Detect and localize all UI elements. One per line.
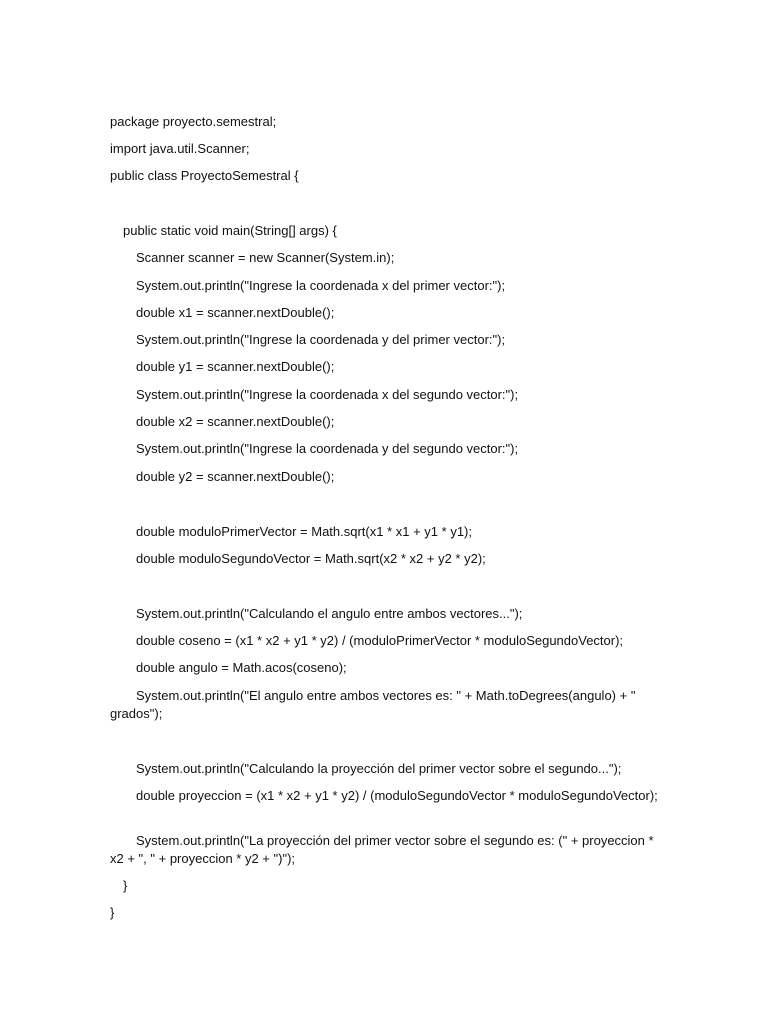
- code-line-read-y1: double y1 = scanner.nextDouble();: [136, 359, 335, 374]
- code-line-close-method: }: [123, 878, 128, 893]
- code-line-package: package proyecto.semestral;: [110, 114, 277, 129]
- code-line-print-proyeccion: System.out.println("La proyección del primer vector sobre el segundo es: (" + proyeccion * x2 + ", " + proyeccion * y2 + ")");: [110, 833, 658, 866]
- code-line-prompt-x1: System.out.println("Ingrese la coordenada x del primer vector:");: [136, 278, 506, 293]
- code-line-proyeccion: double proyeccion = (x1 * x2 + y1 * y2) / (moduloSegundoVector * moduloSegundoVector);: [136, 788, 658, 803]
- code-line-modulo-segundo: double moduloSegundoVector = Math.sqrt(x2 * x2 + y2 * y2);: [136, 551, 486, 566]
- code-line-print-calculando-proyeccion: System.out.println("Calculando la proyección del primer vector sobre el segundo...");: [136, 761, 622, 776]
- code-line-prompt-x2: System.out.println("Ingrese la coordenada x del segundo vector:");: [136, 387, 519, 402]
- code-line-class-declaration: public class ProyectoSemestral {: [110, 168, 299, 183]
- code-line-read-x2: double x2 = scanner.nextDouble();: [136, 414, 335, 429]
- code-line-prompt-y1: System.out.println("Ingrese la coordenada y del primer vector:");: [136, 332, 506, 347]
- code-line-angulo: double angulo = Math.acos(coseno);: [136, 660, 347, 675]
- code-line-close-class: }: [110, 905, 115, 920]
- code-line-print-calculando-angulo: System.out.println("Calculando el angulo entre ambos vectores...");: [136, 606, 523, 621]
- code-line-read-y2: double y2 = scanner.nextDouble();: [136, 469, 335, 484]
- code-line-read-x1: double x1 = scanner.nextDouble();: [136, 305, 335, 320]
- code-line-coseno: double coseno = (x1 * x2 + y1 * y2) / (moduloPrimerVector * moduloSegundoVector);: [136, 633, 624, 648]
- code-line-scanner: Scanner scanner = new Scanner(System.in);: [136, 250, 395, 265]
- code-line-modulo-primer: double moduloPrimerVector = Math.sqrt(x1 * x1 + y1 * y1);: [136, 524, 472, 539]
- code-line-prompt-y2: System.out.println("Ingrese la coordenada y del segundo vector:");: [136, 441, 519, 456]
- code-line-import: import java.util.Scanner;: [110, 141, 250, 156]
- code-line-print-angulo: System.out.println("El angulo entre ambos vectores es: " + Math.toDegrees(angulo) + " grados");: [110, 688, 640, 721]
- code-line-main-method: public static void main(String[] args) {: [123, 223, 337, 238]
